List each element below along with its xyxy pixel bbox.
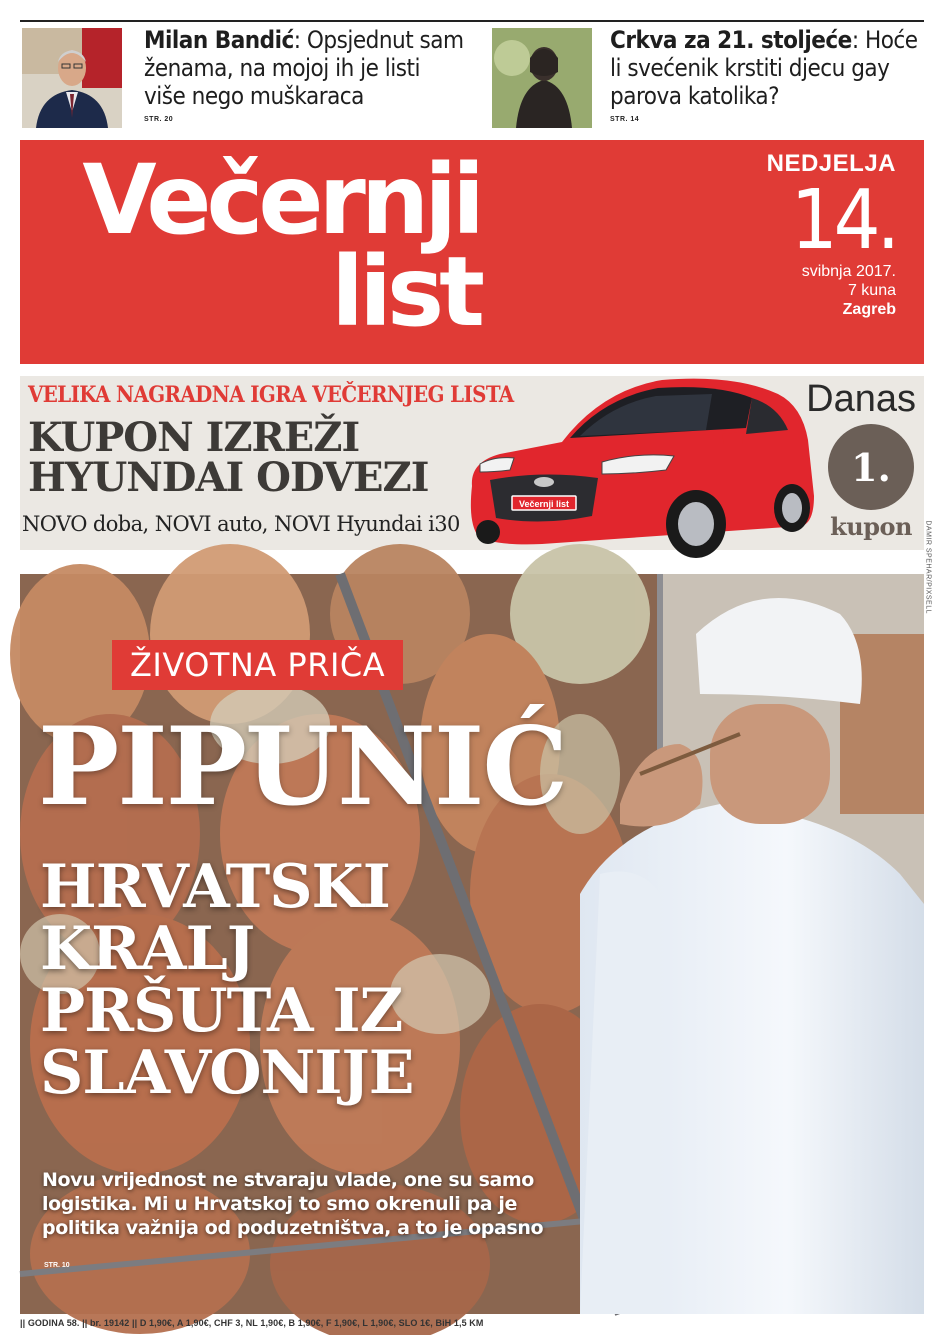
- teaser-headline-church: Crkva za 21. stoljeće: Hoće li svećenik krstiti djecu gay parova katolika?: [610, 26, 918, 110]
- teaser-bandic[interactable]: [22, 24, 462, 132]
- story-deck: Novu vrijednost ne stvaraju vlade, one su samo logistika. Mi u Hrvatskoj to smo okrenuli pa je politika važnija od poduzetništva, a to je opasno: [42, 1169, 544, 1239]
- car-plate-text: Večernji list: [518, 499, 570, 509]
- teaser-church[interactable]: [492, 24, 924, 132]
- headline-line: SLAVONIJE: [40, 1038, 414, 1108]
- photo-credit: DAMIR SPEHAR/PIXSELL: [925, 520, 932, 614]
- issue-month-year: svibnja 2017.: [801, 263, 896, 280]
- story-subject-name: PIPUNIĆ: [38, 704, 567, 830]
- teaser-photo-bandic: [22, 28, 122, 128]
- promo-title-line-1: KUPON IZREŽI: [28, 414, 360, 461]
- teaser-page-ref: STR. 20: [144, 116, 174, 123]
- promo-today-label: Danas: [806, 378, 916, 420]
- logo-line-1: Večernji: [82, 144, 480, 256]
- teaser-photo-priest: [492, 28, 592, 128]
- promo-kicker: VELIKA NAGRADNA IGRA VEČERNJEG LISTA: [28, 382, 514, 408]
- promo-banner[interactable]: [20, 376, 924, 550]
- issue-date-block: [767, 150, 896, 319]
- story-headline: [40, 852, 600, 1108]
- issue-day-number: 14.: [790, 173, 896, 268]
- headline-line: PRŠUTA IZ: [40, 976, 403, 1046]
- top-rule: [20, 20, 924, 22]
- issue-footer: || GODINA 58. || br. 19142 || D 1,90€, A 1,90€, CHF 3, NL 1,90€, B 1,90€, F 1,90€, L 1,90€, SLO 1€, BiH 1,5 KM: [20, 1318, 484, 1328]
- coupon-label: kupon: [830, 512, 912, 541]
- newspaper-logo[interactable]: [40, 144, 480, 348]
- headline-line: KRALJ: [40, 914, 255, 984]
- story-page-ref: STR. 10: [44, 1262, 70, 1269]
- car-image: [452, 376, 824, 566]
- headline-line: HRVATSKI: [40, 852, 390, 922]
- promo-title: [28, 414, 429, 501]
- issue-weekday: NEDJELJA: [766, 150, 896, 177]
- issue-price: 7 kuna: [847, 282, 896, 299]
- promo-subtitle: NOVO doba, NOVI auto, NOVI Hyundai i30: [22, 512, 460, 536]
- story-kicker: ŽIVOTNA PRIČA: [112, 640, 403, 690]
- masthead: [20, 140, 924, 364]
- teaser-headline-bandic: Milan Bandić: Opsjednut sam ženama, na mojoj ih je listi više nego muškaraca: [144, 26, 464, 110]
- promo-title-line-2: HYUNDAI ODVEZI: [28, 454, 429, 501]
- teaser-page-ref: STR. 14: [610, 116, 640, 123]
- logo-line-2: list: [331, 236, 480, 348]
- issue-city: Zagreb: [842, 301, 896, 318]
- coupon-number-badge: 1.: [828, 424, 914, 510]
